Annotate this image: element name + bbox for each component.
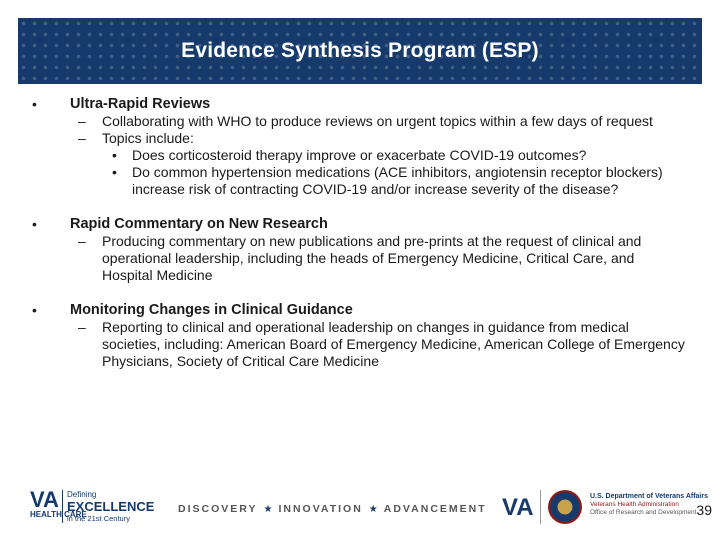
century-text: in the 21st Century	[67, 514, 130, 523]
bullet-icon: •	[112, 164, 117, 180]
excellence-text: EXCELLENCE	[67, 499, 155, 514]
list-item-text: Do common hypertension medications (ACE inhibitors, angiotensin receptor blockers) increase risk of contracting COVID-19 and/or increase severity of the disease?	[132, 164, 663, 197]
bullet-icon: •	[32, 302, 37, 318]
list-item	[78, 233, 688, 284]
list-item	[78, 113, 688, 130]
slide-footer	[0, 480, 720, 540]
slide-title: Evidence Synthesis Program (ESP)	[181, 39, 539, 62]
dash-icon: –	[78, 233, 86, 249]
slide-content	[28, 96, 688, 388]
tagline-advancement: ADVANCEMENT	[383, 503, 487, 515]
list-item	[112, 164, 688, 198]
section-monitoring-guidance	[28, 302, 688, 370]
page-number: 39	[696, 502, 712, 518]
list-item	[112, 147, 688, 164]
tagline-innovation: INNOVATION	[278, 503, 363, 515]
star-icon: ★	[263, 504, 273, 515]
va-logo-subtext: HEALTH CARE	[30, 510, 87, 519]
va-logo-text: VA	[30, 487, 59, 512]
list-item-text: Producing commentary on new publications and pre-prints at the request of clinical and operational leadership, including the heads of Emergency Medicine, Critical Care, and Hospital Medicine	[102, 233, 642, 283]
bullet-icon: •	[32, 216, 37, 232]
bullet-icon: •	[112, 147, 117, 163]
section-title: Rapid Commentary on New Research	[70, 216, 328, 232]
list-item-text: Reporting to clinical and operational leadership on changes in guidance from medical societies, including: American Board of Emergency Medicine, American College of Emergency Physicians, Society of Critical Care Medicine	[102, 319, 685, 369]
defining-excellence-logo	[62, 490, 154, 523]
section-ultra-rapid-reviews	[28, 96, 688, 198]
star-icon: ★	[368, 504, 378, 515]
department-name: U.S. Department of Veterans Affairs	[590, 493, 708, 500]
defining-text: Defining	[67, 490, 97, 499]
list-item-text: Collaborating with WHO to produce reviews on urgent topics within a few days of request	[102, 113, 653, 129]
section-rapid-commentary	[28, 216, 688, 284]
bullet-icon: •	[32, 96, 37, 112]
tagline-discovery: DISCOVERY	[178, 503, 258, 515]
list-item	[78, 319, 688, 370]
tagline	[178, 503, 487, 515]
list-item-text: Does corticosteroid therapy improve or exacerbate COVID-19 outcomes?	[132, 147, 587, 163]
administration-name: Veterans Health Administration	[590, 501, 679, 508]
dash-icon: –	[78, 113, 86, 129]
office-name: Office of Research and Development	[590, 509, 697, 516]
section-title: Ultra-Rapid Reviews	[70, 96, 211, 112]
title-banner	[18, 18, 702, 84]
divider	[540, 490, 541, 524]
va-mark: VA	[502, 494, 534, 521]
dash-icon: –	[78, 319, 86, 335]
list-item	[78, 130, 688, 147]
list-item-text: Topics include:	[102, 130, 194, 146]
va-seal-icon	[548, 490, 582, 524]
department-block	[590, 492, 708, 517]
section-title: Monitoring Changes in Clinical Guidance	[70, 302, 353, 318]
dash-icon: –	[78, 130, 86, 146]
